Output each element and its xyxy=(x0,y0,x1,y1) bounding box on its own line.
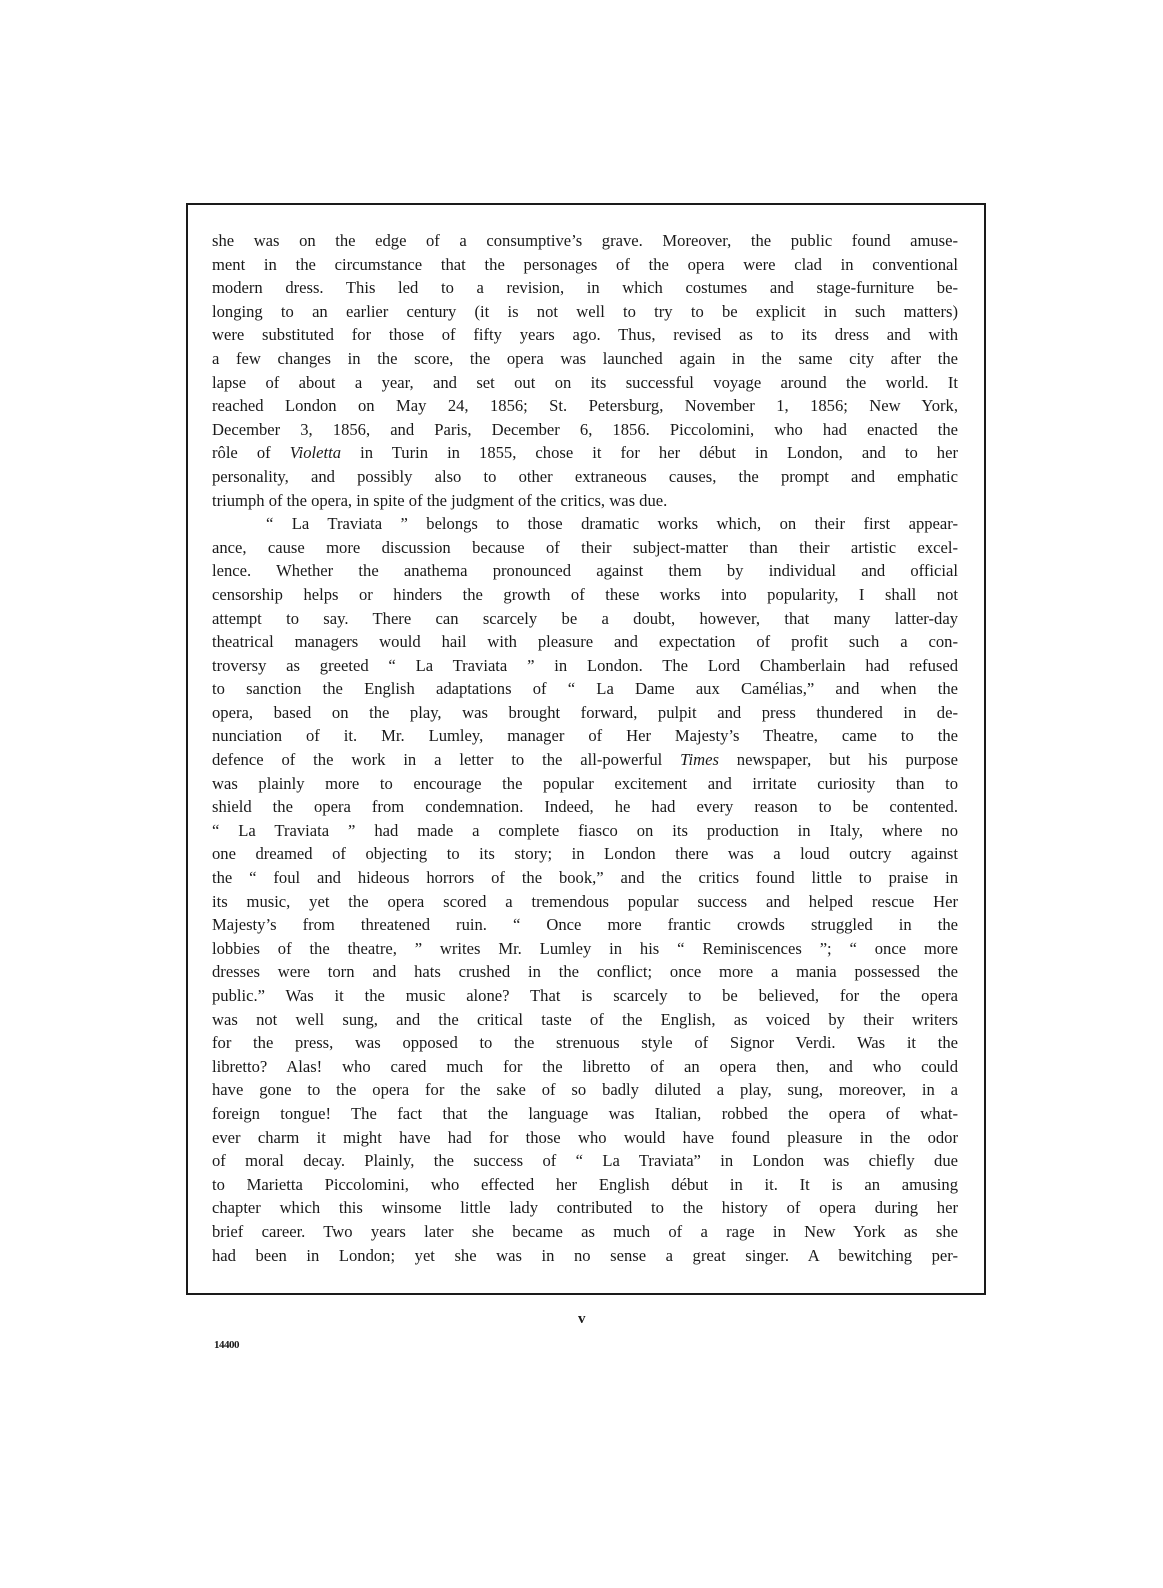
text-line: ever charm it might have had for those who would have found pleasure in the odor xyxy=(212,1127,958,1147)
text-line: one dreamed of objecting to its story; in London there was a loud outcry against xyxy=(212,844,958,864)
text-line: ance, cause more discussion because of their subject-matter than their artistic excel- xyxy=(212,537,958,557)
text-line: December 3, 1856, and Paris, December 6, 1856. Piccolomini, who had enacted the xyxy=(212,419,958,439)
text-line: foreign tongue! The fact that the language was Italian, robbed the opera of what- xyxy=(212,1103,958,1123)
text-line: attempt to say. There can scarcely be a doubt, however, that many latter-day xyxy=(212,608,958,628)
text-line: censorship helps or hinders the growth of these works into popularity, I shall not xyxy=(212,584,958,604)
text-line: lence. Whether the anathema pronounced against them by individual and official xyxy=(212,561,958,581)
body-text xyxy=(212,229,958,1267)
text-line: ment in the circumstance that the personages of the opera were clad in conventional xyxy=(212,254,958,274)
text-line: for the press, was opposed to the strenuous style of Signor Verdi. Was it the xyxy=(212,1033,958,1053)
page-frame xyxy=(186,203,986,1295)
text-line: to Marietta Piccolomini, who effected her English début in it. It is an amusing xyxy=(212,1174,958,1194)
text-line: lobbies of the theatre, ” writes Mr. Lumley in his “ Reminiscences ”; “ once more xyxy=(212,938,958,958)
text-line: the “ foul and hideous horrors of the book,” and the critics found little to praise in xyxy=(212,868,958,888)
text-line: longing to an earlier century (it is not well to try to be explicit in such matters) xyxy=(212,301,958,321)
text-line: a few changes in the score, the opera was launched again in the same city after the xyxy=(212,348,958,368)
text-line: personality, and possibly also to other extraneous causes, the prompt and emphatic xyxy=(212,466,958,486)
text-line: troversy as greeted “ La Traviata ” in London. The Lord Chamberlain had refused xyxy=(212,655,958,675)
text-line: modern dress. This led to a revision, in which costumes and stage-furniture be- xyxy=(212,278,958,298)
text-line: shield the opera from condemnation. Indeed, he had every reason to be contented. xyxy=(212,797,958,817)
plate-number: 14400 xyxy=(214,1339,239,1351)
text-line: of moral decay. Plainly, the success of “ La Traviata” in London was chiefly due xyxy=(212,1151,958,1171)
italic-title: Violetta xyxy=(289,443,342,463)
text-line: nunciation of it. Mr. Lumley, manager of Her Majesty’s Theatre, came to the xyxy=(212,726,958,746)
text-line: to sanction the English adaptations of “ La Dame aux Camélias,” and when the xyxy=(212,679,958,699)
text-line: theatrical managers would hail with pleasure and expectation of profit such a con- xyxy=(212,632,958,652)
text-line: had been in London; yet she was in no sense a great singer. A bewitching per- xyxy=(212,1245,958,1265)
text-line: libretto? Alas! who cared much for the libretto of an opera then, and who could xyxy=(212,1056,958,1076)
text-line: rôle of Violetta in Turin in 1855, chose it for her début in London, and to her xyxy=(212,443,958,463)
text-line: opera, based on the play, was brought forward, pulpit and press thundered in de- xyxy=(212,702,958,722)
text-line: lapse of about a year, and set out on its successful voyage around the world. It xyxy=(212,372,958,392)
italic-title: Times xyxy=(680,750,719,770)
text-line: dresses were torn and hats crushed in the conflict; once more a mania possessed the xyxy=(212,962,958,982)
text-line: have gone to the opera for the sake of so badly diluted a play, sung, moreover, in a xyxy=(212,1080,958,1100)
text-line: Majesty’s from threatened ruin. “ Once more frantic crowds struggled in the xyxy=(212,915,958,935)
text-line: were substituted for those of fifty years ago. Thus, revised as to its dress and with xyxy=(212,325,958,345)
text-line: triumph of the opera, in spite of the judgment of the critics, was due. xyxy=(212,490,668,510)
text-line: she was on the edge of a consumptive’s grave. Moreover, the public found amuse- xyxy=(212,231,958,250)
text-line: “ La Traviata ” had made a complete fiasco on its production in Italy, where no xyxy=(212,820,958,840)
text-line: was plainly more to encourage the popular excitement and irritate curiosity than to xyxy=(212,773,958,793)
page-folio: v xyxy=(578,1311,586,1327)
text-line: brief career. Two years later she became as much of a rage in New York as she xyxy=(212,1221,958,1241)
text-line: was not well sung, and the critical taste of the English, as voiced by their writers xyxy=(212,1009,958,1029)
text-line: public.” Was it the music alone? That is scarcely to be believed, for the opera xyxy=(212,986,958,1005)
text-line: reached London on May 24, 1856; St. Petersburg, November 1, 1856; New York, xyxy=(212,396,958,416)
text-line: “ La Traviata ” belongs to those dramatic works which, on their first appear- xyxy=(266,514,958,534)
text-line: defence of the work in a letter to the all-powerful Times newspaper, but his purpose xyxy=(212,750,958,770)
text-line: chapter which this winsome little lady contributed to the history of opera during her xyxy=(212,1198,958,1218)
text-line: its music, yet the opera scored a tremendous popular success and helped rescue Her xyxy=(212,891,958,911)
